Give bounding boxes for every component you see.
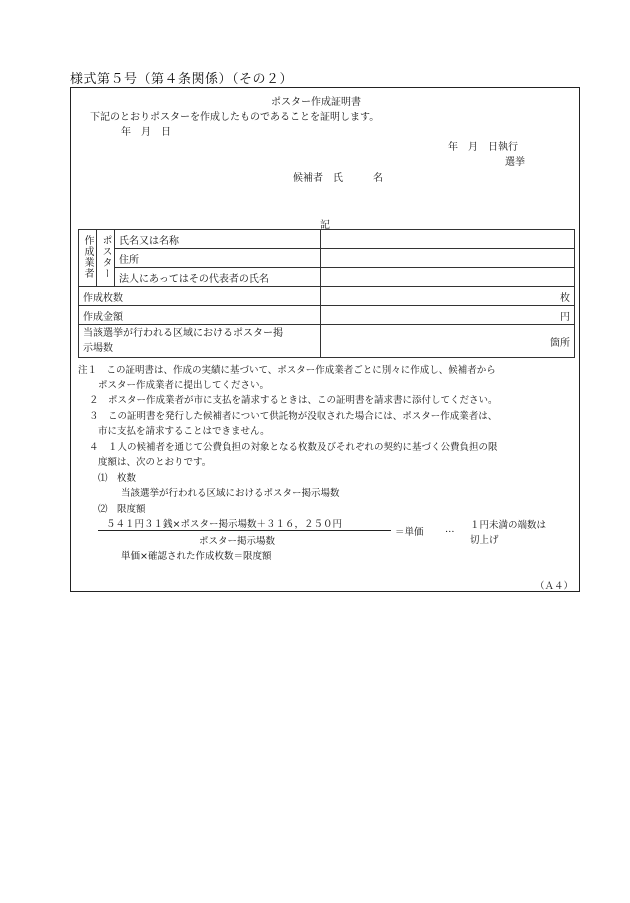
amount-value-field[interactable] — [321, 306, 575, 325]
group-label-cell — [79, 230, 97, 287]
count-value-field[interactable] — [321, 287, 575, 306]
ki-label: 記 — [320, 220, 330, 231]
sub-1-text: 当該選挙が行われる区域におけるポスター掲示場数 — [121, 488, 340, 499]
place-count-unit: 箇所 — [550, 337, 570, 349]
table-row — [79, 325, 575, 358]
representative-label: 法人にあってはその代表者の氏名 — [115, 268, 321, 287]
amount-unit: 円 — [560, 311, 570, 323]
formula-note-line2: 切上げ — [470, 535, 499, 546]
formula-fraction-line — [98, 530, 391, 531]
sub-1-label: ⑴ 枚数 — [98, 473, 137, 484]
group-label-sub: ポスター — [100, 234, 111, 279]
count-unit: 枚 — [560, 292, 570, 304]
group-label: 作成業者 — [82, 234, 93, 279]
count-label: 作成枚数 — [79, 287, 321, 306]
note-3-line1: ３ この証明書を発行した候補者について供託物が没収された場合には、ポスター作成業者は、 — [89, 411, 498, 422]
place-count-label — [79, 325, 321, 358]
note-1-line1: 注１ この証明書は、作成の実績に基づいて、ポスター作成業者ごとに別々に作成し、候補者から — [78, 365, 496, 376]
note-4-line1: ４ １人の候補者を通じて公費負担の対象となる枚数及びそれぞれの契約に基づく公費負担の限 — [89, 442, 498, 453]
election-date: 年 月 日執行 — [448, 142, 518, 153]
address-value-field[interactable] — [321, 249, 575, 268]
name-value-field[interactable] — [321, 230, 575, 249]
place-count-label-line2: 示場数 — [83, 343, 113, 354]
certificate-title: ポスター作成証明書 — [271, 97, 361, 108]
table-row — [79, 268, 575, 287]
table-row — [79, 287, 575, 306]
sub-2-label: ⑵ 限度額 — [98, 504, 146, 515]
group-label-sub-cell — [97, 230, 115, 287]
representative-value-field[interactable] — [321, 268, 575, 287]
amount-label: 作成金額 — [79, 306, 321, 325]
candidate-name-label: 候補者 氏 名 — [293, 173, 383, 184]
certificate-statement: 下記のとおりポスターを作成したものであることを証明します。 — [90, 112, 380, 123]
note-3-line2: 市に支払を請求することはできません。 — [98, 426, 270, 437]
formula-denominator: ポスター掲示場数 — [199, 536, 276, 547]
formula-dots: … — [445, 524, 455, 535]
paper-size-label: （Ａ４） — [535, 581, 574, 592]
table-row — [79, 230, 575, 249]
issue-date: 年 月 日 — [121, 127, 171, 138]
formula-note-line1: １円未満の端数は — [470, 520, 547, 531]
place-count-label-line1: 当該選挙が行われる区域におけるポスター掲 — [83, 328, 283, 339]
record-table — [78, 229, 575, 358]
note-1-line2: ポスター作成業者に提出してください。 — [98, 380, 270, 391]
place-count-value-field[interactable] — [321, 325, 575, 358]
table-row — [79, 249, 575, 268]
form-number-header: 様式第５号（第４条関係）（その２） — [70, 72, 294, 87]
formula-numerator: ５４１円３１銭×ポスター掲示場数＋３１６，２５０円 — [106, 519, 342, 530]
election-label: 選挙 — [505, 157, 525, 168]
address-label: 住所 — [115, 249, 321, 268]
formula-line2: 単価×確認された作成枚数＝限度額 — [121, 551, 272, 562]
note-2: ２ ポスター作成業者が市に支払を請求するときは、この証明書を請求書に添付してください。 — [89, 395, 498, 406]
formula-equals: ＝単価 — [395, 527, 424, 538]
table-row — [79, 306, 575, 325]
name-label: 氏名又は名称 — [115, 230, 321, 249]
note-4-line2: 度額は、次のとおりです。 — [98, 457, 212, 468]
